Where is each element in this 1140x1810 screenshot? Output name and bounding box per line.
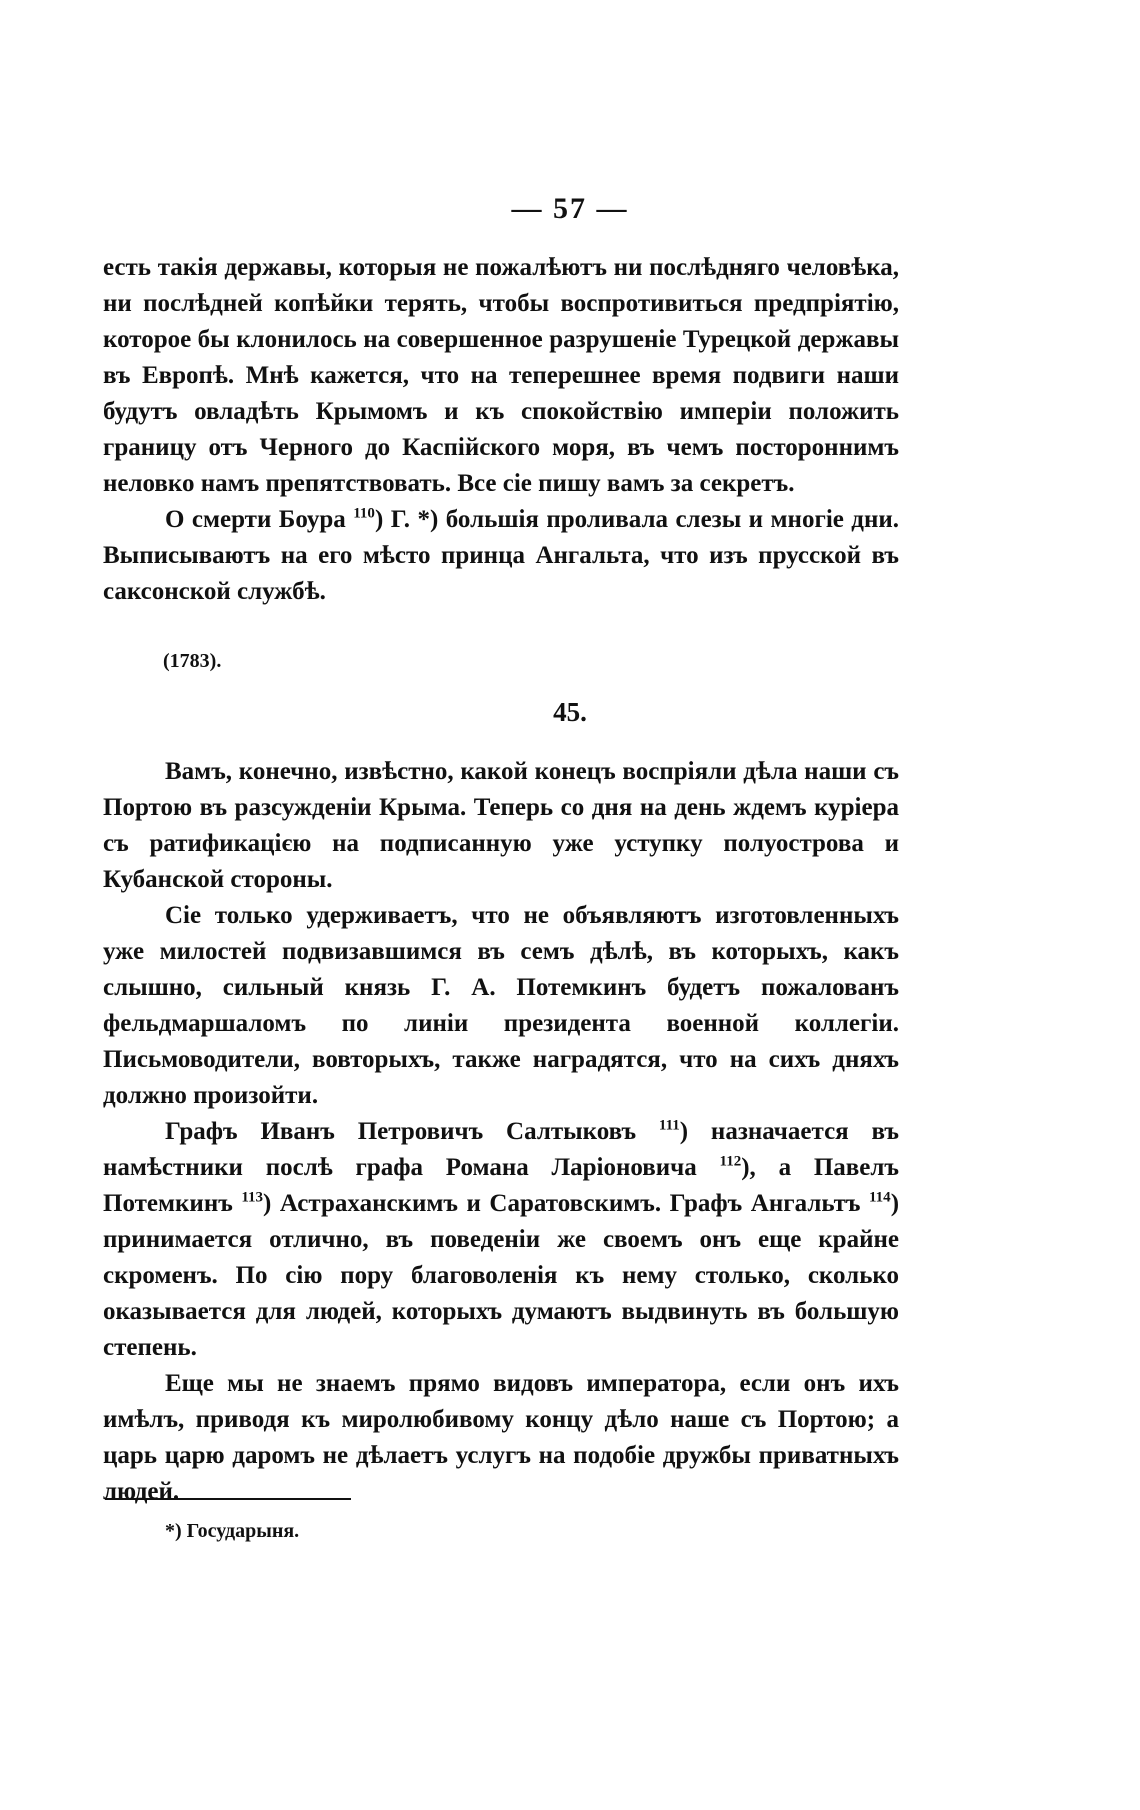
paragraph: Вамъ, конечно, извѣстно, какой конецъ воспріяли дѣла наши съ Портою въ разсужденіи Крыма. Теперь со дня на день ждемъ куріера съ ратификацією на подписанную уже уступку полуострова и Кубанской стороны. xyxy=(103,758,899,893)
footnote-divider xyxy=(105,1498,351,1500)
footnote-ref: 114 xyxy=(869,1189,891,1206)
paragraph: Еще мы не знаемъ прямо видовъ императора, если онъ ихъ имѣлъ, приводя къ миролюбивому концу дѣло наше съ Портою; а царь царю даромъ не дѣлаетъ услугъ на подобіе дружбы приватныхъ людей. xyxy=(103,1370,899,1505)
text-run: ) Астраханскимъ и Саратовскимъ. Графъ Ангальтъ xyxy=(263,1190,869,1217)
text-run: ) назначается въ намѣстники послѣ графа Романа Ларіоновича xyxy=(103,1118,899,1181)
letter-body xyxy=(103,754,899,1510)
footnote-ref: 113 xyxy=(241,1189,264,1206)
text-run: ), а Павелъ Потемкинъ xyxy=(103,1154,899,1217)
paragraph xyxy=(103,1114,899,1366)
footnote: *) Государыня. xyxy=(165,1520,300,1542)
footnote-ref: 111 xyxy=(658,1117,680,1134)
text-run: ) Г. *) большія проливала слезы и многіе дни. Выписываютъ на его мѣсто принца Ангальта, что изъ прусской въ саксонской службѣ. xyxy=(103,506,900,605)
footnote-ref: 110 xyxy=(353,505,375,522)
footnote-ref: 112 xyxy=(719,1153,742,1170)
letter-continuation xyxy=(103,250,899,610)
letter-date: (1783). xyxy=(163,650,222,672)
paragraph: есть такія державы, которыя не пожалѣютъ ни послѣдняго человѣка, ни послѣдней копѣйки терять, чтобы воспротивиться предпріятію, которое бы клонилось на совершенное разрушеніе Турецкой державы въ Европѣ. Мнѣ кажется, что на теперешнее время подвиги наши будутъ овладѣть Крымомъ и къ спокойствію имперіи положить границу отъ Черного до Каспійского моря, въ чемъ постороннимъ неловко намъ препятствовать. Все сіе пишу вамъ за секретъ. xyxy=(103,254,899,497)
page-number: — 57 — xyxy=(511,192,629,225)
text-run: Графъ Иванъ Петровичъ Салтыковъ xyxy=(165,1118,659,1145)
text-run: ) принимается отлично, въ поведеніи же своемъ онъ еще крайне скроменъ. По сію пору благоволенія къ нему столько, сколько оказывается для людей, которыхъ думаютъ выдвинуть въ большую степень. xyxy=(103,1190,900,1361)
text-run: О смерти Боура xyxy=(165,506,354,533)
paragraph: Сіе только удерживаетъ, что не объявляютъ изготовленныхъ уже милостей подвизавшимся въ семъ дѣлѣ, въ которыхъ, какъ слышно, сильный князь Г. А. Потемкинъ будетъ пожалованъ фельдмаршаломъ по линіи президента военной коллегіи. Письмоводители, вовторыхъ, также наградятся, что на сихъ дняхъ должно произойти. xyxy=(103,902,899,1109)
letter-number: 45. xyxy=(553,697,587,727)
paragraph xyxy=(103,502,899,610)
